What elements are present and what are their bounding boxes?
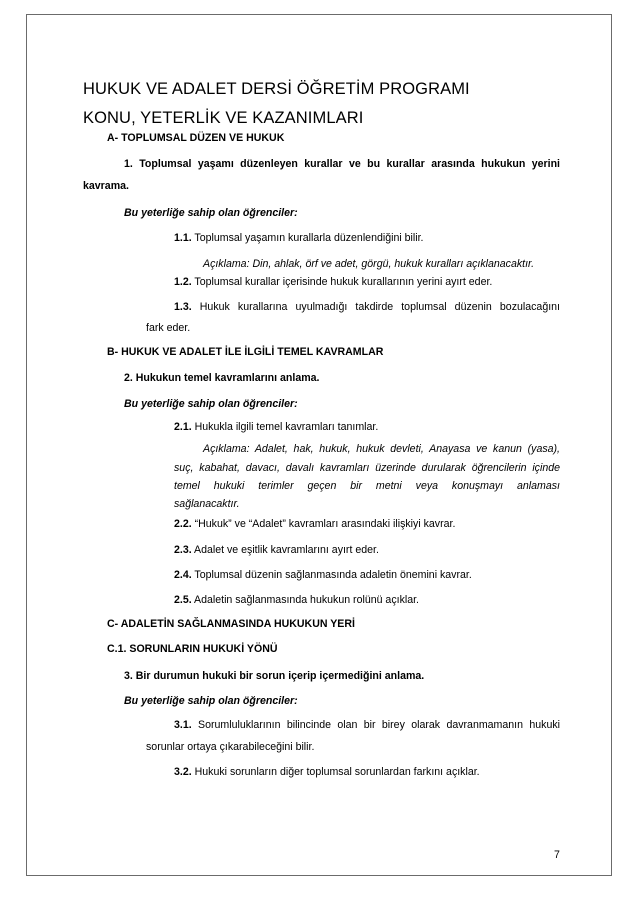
outcome-1-3-cont: fark eder. [146, 322, 191, 334]
page-number: 7 [554, 849, 560, 861]
outcome-1-1: 1.1. Toplumsal yaşamın kurallarla düzenlendiğini bilir. [174, 232, 424, 244]
objective-1-cont: kavrama. [83, 180, 129, 192]
competency-intro: Bu yeterliğe sahip olan öğrenciler: [124, 207, 298, 219]
competency-intro: Bu yeterliğe sahip olan öğrenciler: [124, 398, 298, 410]
section-a-heading: A- TOPLUMSAL DÜZEN VE HUKUK [107, 132, 285, 144]
outcome-3-2: 3.2. Hukuki sorunların diğer toplumsal sorunlardan farkını açıklar. [174, 766, 480, 778]
outcome-3-1: 3.1. Sorumluluklarının bilincinde olan bir birey olarak davranmamanın hukuki [174, 719, 560, 731]
outcome-2-4: 2.4. Toplumsal düzenin sağlanmasında adaletin önemini kavrar. [174, 569, 472, 581]
outcome-3-1-cont: sorunlar ortaya çıkarabileceğini bilir. [146, 741, 315, 753]
competency-intro: Bu yeterliğe sahip olan öğrenciler: [124, 695, 298, 707]
objective-2: 2. Hukukun temel kavramlarını anlama. [124, 372, 320, 384]
objective-1: 1. Toplumsal yaşamı düzenleyen kurallar ve bu kurallar arasında hukukun yerini [124, 158, 560, 170]
outcome-1-3: 1.3. Hukuk kurallarına uyulmadığı takdirde toplumsal düzenin bozulacağını [174, 301, 560, 313]
outcome-1-2: 1.2. Toplumsal kurallar içerisinde hukuk kurallarının yerini ayırt eder. [174, 276, 493, 288]
section-c-heading: C- ADALETİN SAĞLANMASINDA HUKUKUN YERİ [107, 618, 355, 630]
outcome-2-5: 2.5. Adaletin sağlanmasında hukukun rolünü açıklar. [174, 594, 419, 606]
document-title: HUKUK VE ADALET DERSİ ÖĞRETİM PROGRAMI [83, 80, 470, 98]
document-subtitle: KONU, YETERLİK VE KAZANIMLARI [83, 109, 364, 127]
explanation-1-1: Açıklama: Din, ahlak, örf ve adet, görgü, hukuk kuralları açıklanacaktır. [203, 258, 535, 270]
objective-3: 3. Bir durumun hukuki bir sorun içerip içermediğini anlama. [124, 670, 425, 682]
explanation-2-1-line1: Açıklama: Adalet, hak, hukuk, hukuk devleti, Anayasa ve kanun (yasa), [203, 443, 560, 455]
outcome-2-3: 2.3. Adalet ve eşitlik kavramlarını ayırt eder. [174, 544, 379, 556]
outcome-2-2: 2.2. “Hukuk” ve “Adalet” kavramları arasındaki ilişkiyi kavrar. [174, 518, 456, 530]
explanation-2-1-line2: suç, kabahat, davacı, davalı kavramları üzerinde durularak öğrencilerin içinde [174, 462, 560, 474]
section-b-heading: B- HUKUK VE ADALET İLE İLGİLİ TEMEL KAVRAMLAR [107, 346, 384, 358]
outcome-2-1: 2.1. Hukukla ilgili temel kavramları tanımlar. [174, 421, 379, 433]
explanation-2-1-line4: sağlanacaktır. [174, 498, 240, 510]
section-c1-heading: C.1. SORUNLARIN HUKUKİ YÖNÜ [107, 643, 278, 655]
explanation-2-1-line3: temel hukuki terimler geçen bir metni veya konuşmayı anlaması [174, 480, 560, 492]
